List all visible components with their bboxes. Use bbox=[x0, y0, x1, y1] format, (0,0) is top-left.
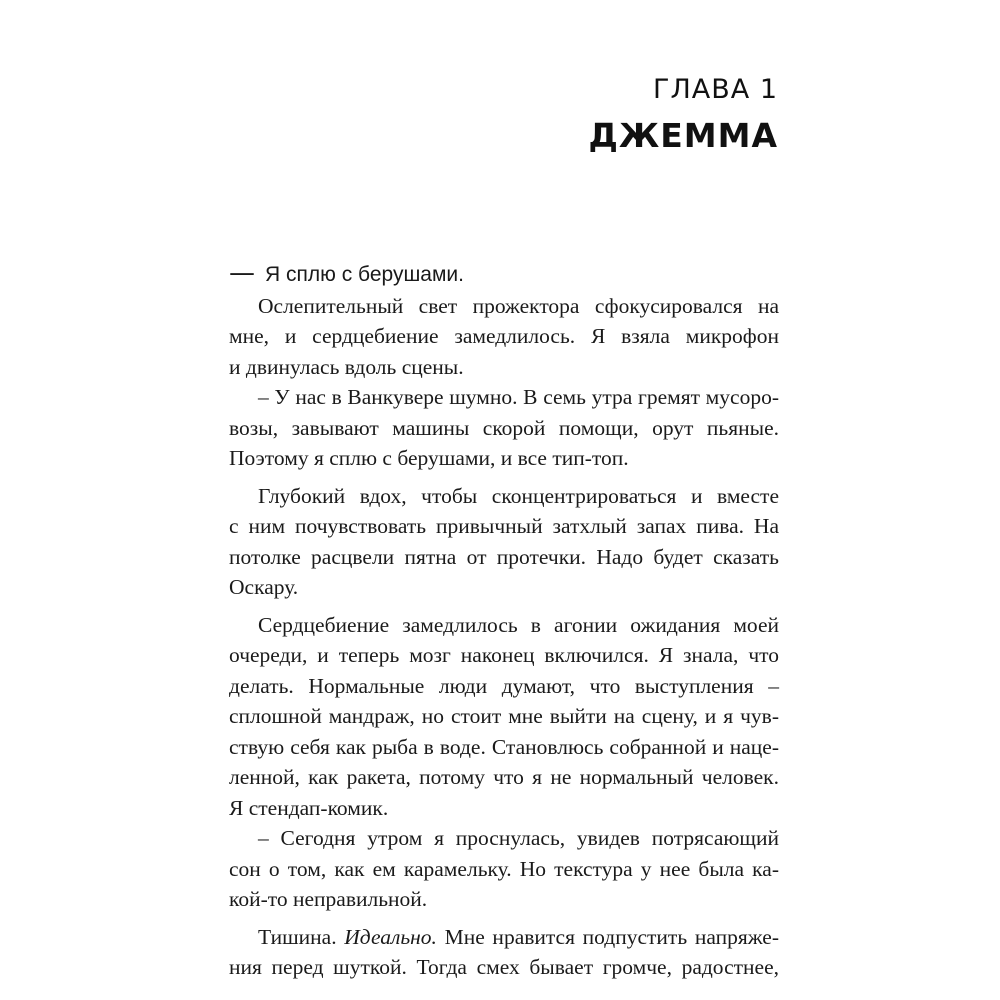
text-line: возы, завывают машины скорой помощи, орут пьяные. bbox=[229, 415, 779, 440]
text-line: Глубокий вдох, чтобы сконцентрироваться и вместе bbox=[258, 483, 779, 508]
text-line: Сердцебиение замедлилось в агонии ожидания моей bbox=[258, 612, 779, 637]
paragraph-1 bbox=[229, 258, 779, 291]
text-line: ленной, как ракета, потому что я не нормальный человек. bbox=[229, 765, 779, 789]
text-line: и двинулась вдоль сцены. bbox=[229, 354, 464, 379]
text-line: Поэтому я сплю с берушами, и все тип-топ. bbox=[229, 446, 629, 470]
text-line: ния перед шуткой. Тогда смех бывает громче, радостнее, bbox=[229, 955, 779, 979]
text-line: Я стендап-комик. bbox=[229, 795, 389, 820]
chapter-title: ДЖЕММА bbox=[588, 116, 778, 155]
paragraph-6 bbox=[229, 823, 779, 915]
text-line: – У нас в Ванкувере шумно. В семь утра гремят мусоро- bbox=[258, 385, 779, 409]
text-line: очереди, и теперь мозг наконец включился. Я знала, что bbox=[229, 643, 779, 667]
opening-dash: — bbox=[229, 258, 255, 288]
chapter-number: ГЛАВА 1 bbox=[653, 74, 778, 105]
text-line bbox=[229, 922, 779, 953]
chapter-body bbox=[229, 258, 779, 983]
text-line: с ним почувствовать привычный затхлый запах пива. На bbox=[229, 514, 779, 538]
paragraph-2 bbox=[229, 291, 779, 383]
text-line: Оскару. bbox=[229, 575, 299, 599]
opening-line: Я сплю с берушами. bbox=[265, 263, 464, 286]
paragraph-3 bbox=[229, 382, 779, 474]
text-line: Ослепительный свет прожектора сфокусировался на bbox=[258, 293, 779, 318]
text-line: потолке расцвели пятна от протечки. Надо будет сказать bbox=[229, 544, 779, 569]
text-line: ствую себя как рыба в воде. Становлюсь собранной и наце- bbox=[229, 734, 779, 759]
paragraph-5 bbox=[229, 610, 779, 824]
text-line: делать. Нормальные люди думают, что выступления – bbox=[229, 673, 779, 698]
text-line: кой-то неправильной. bbox=[229, 887, 428, 911]
text-line: – Сегодня утром я проснулась, увидев потрясающий bbox=[258, 826, 779, 850]
paragraph-7 bbox=[229, 922, 779, 983]
italic-word: Идеально. bbox=[344, 924, 437, 949]
text-span: Тишина. bbox=[258, 924, 345, 949]
text-line: мне, и сердцебиение замедлилось. Я взяла микрофон bbox=[229, 324, 779, 348]
paragraph-4 bbox=[229, 481, 779, 603]
text-span: Мне нравится подпустить напряже- bbox=[436, 924, 780, 949]
text-line: сон о том, как ем карамельку. Но текстура у нее была ка- bbox=[229, 856, 779, 881]
text-line: сплошной мандраж, но стоит мне выйти на сцену, и я чув- bbox=[229, 704, 779, 728]
